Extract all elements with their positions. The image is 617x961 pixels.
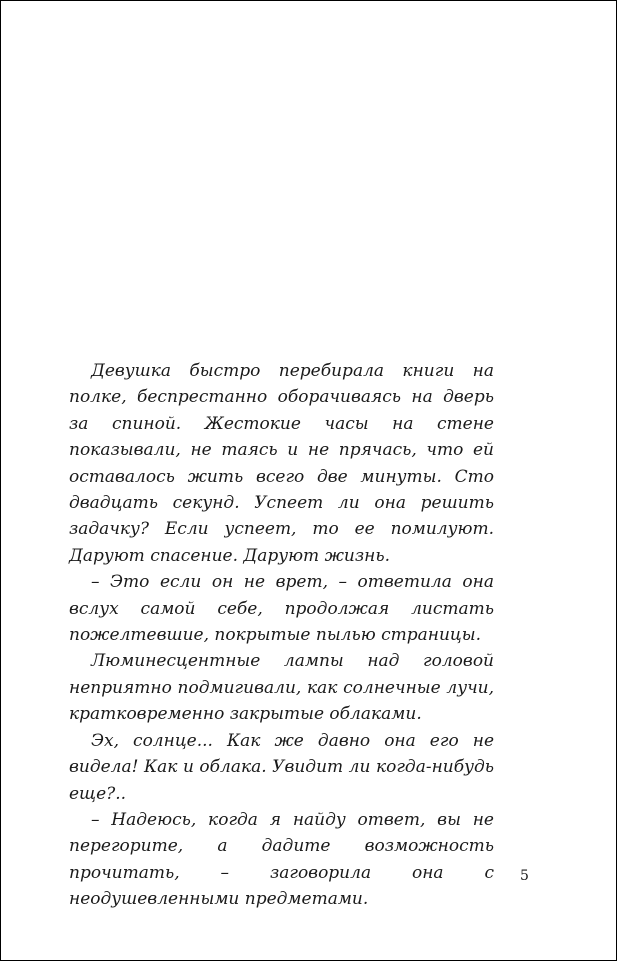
paragraph-5: – Надеюсь, когда я найду ответ, вы не перегорите, а дадите возможность прочитать, – заговорила она с неодушевленными предметами.	[69, 809, 494, 910]
paragraph-3: Люминесцентные лампы над головой неприятно подмигивали, как солнечные лучи, кратковременно закрытые облаками.	[69, 651, 494, 725]
paragraph-4: Эх, солнце... Как же давно она его не видела! Как и облака. Увидит ли когда-нибудь еще?..	[69, 730, 494, 804]
body-text	[69, 358, 494, 913]
paragraph-2: – Это если он не врет, – ответила она вслух самой себе, продолжая листать пожелтевшие, покрытые пылью страницы.	[69, 572, 494, 646]
page-number: 5	[520, 868, 529, 884]
paragraph-1: Девушка быстро перебирала книги на полке, беспрестанно оборачиваясь на дверь за спиной. Жестокие часы на стене показывали, не таясь и не прячась, что ей оставалось жить всего две минуты. Сто двадцать секунд. Успеет ли она решить задачку? Если успеет, то ее помилуют. Даруют спасение. Даруют жизнь.	[69, 361, 494, 566]
